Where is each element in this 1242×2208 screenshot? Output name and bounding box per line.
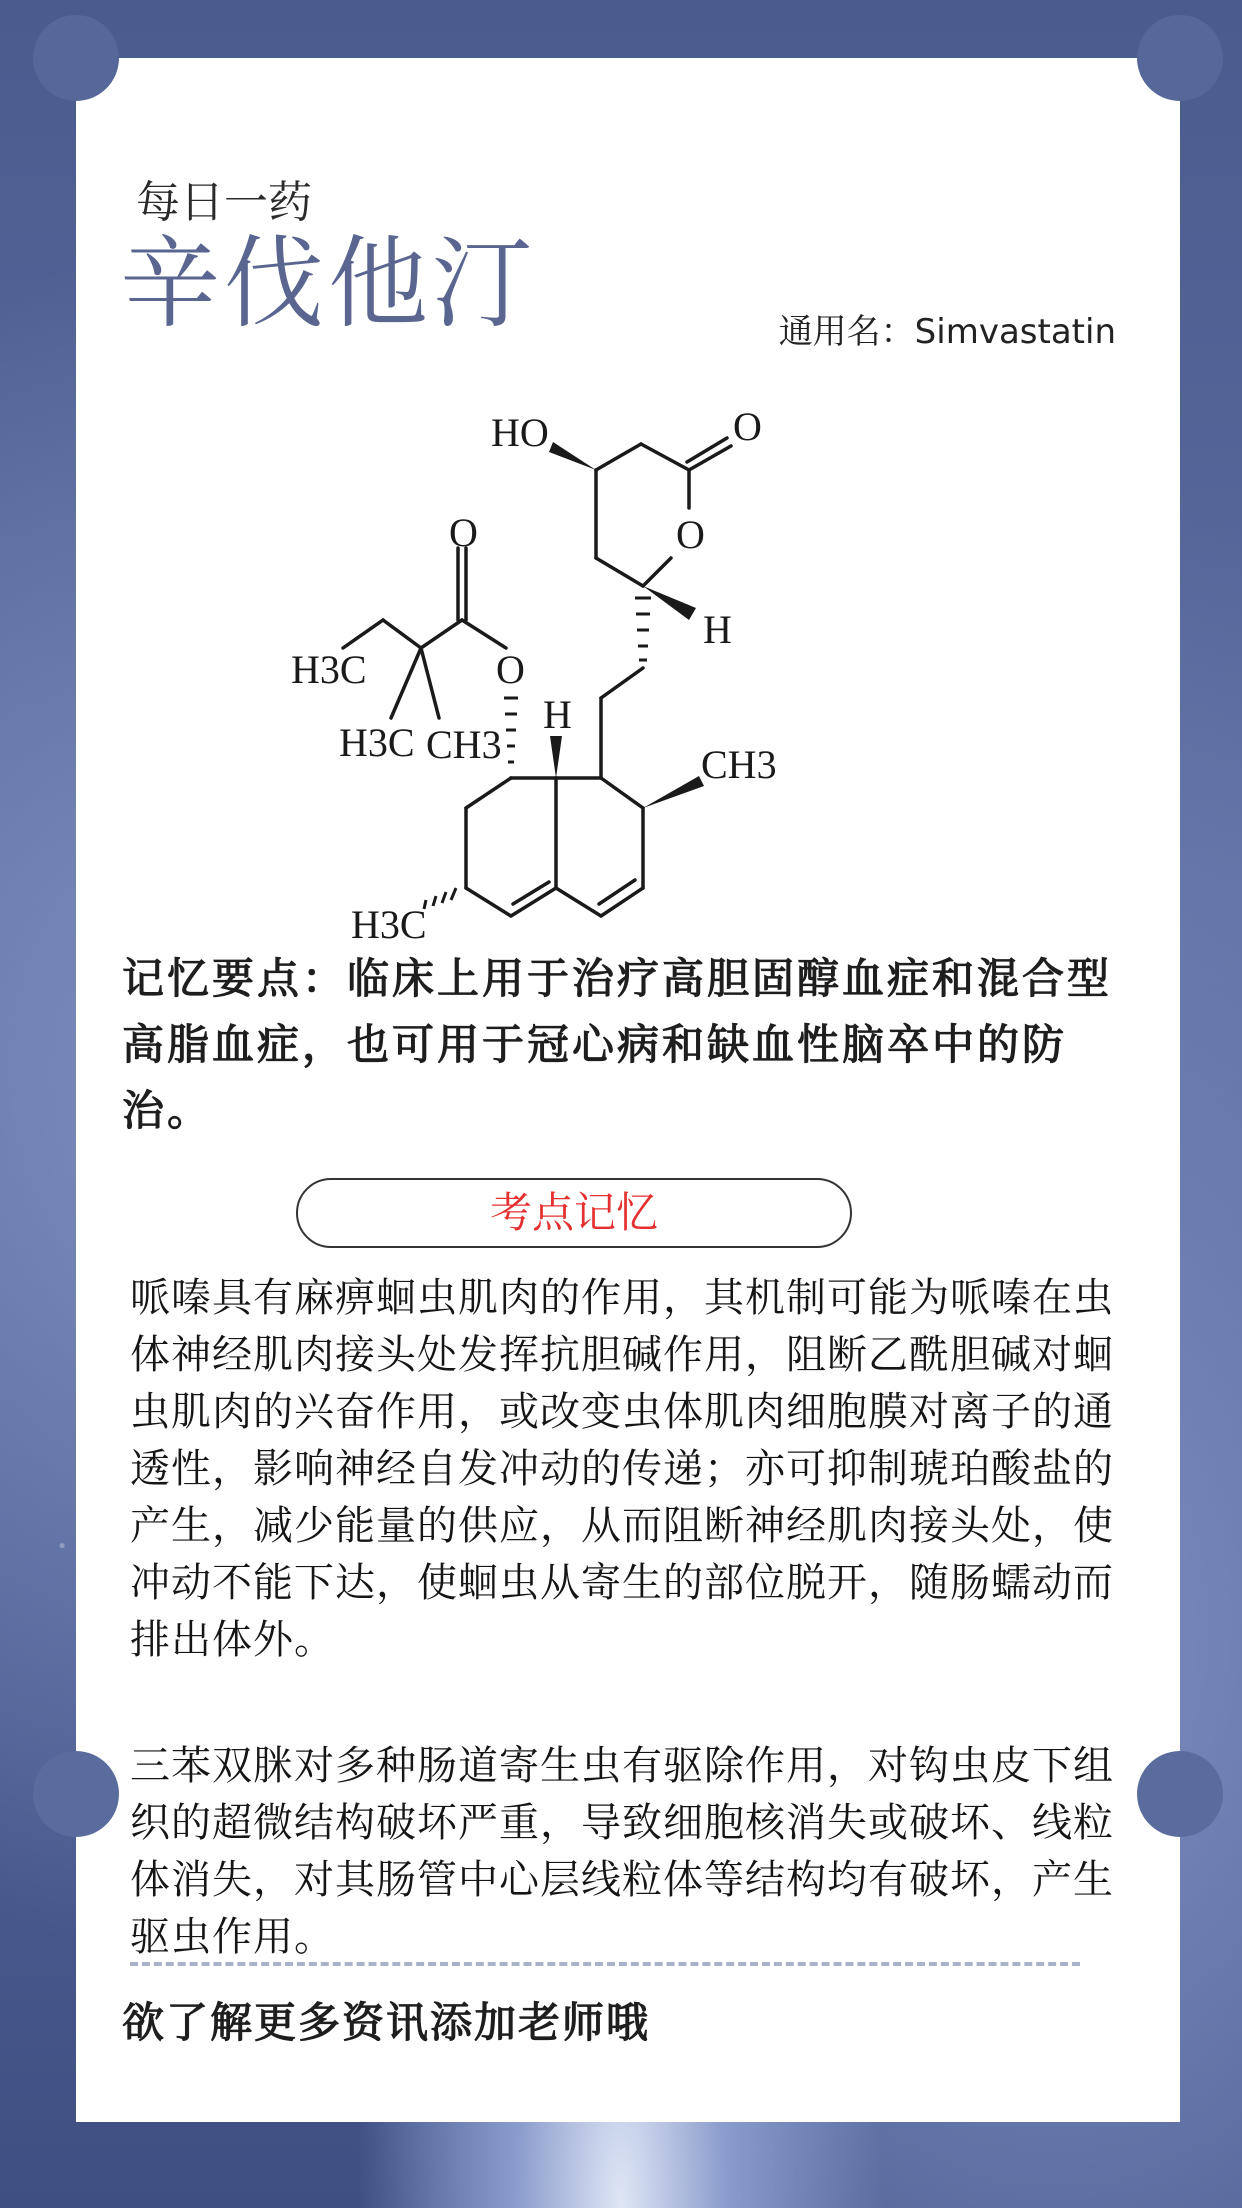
card-notch bbox=[33, 1751, 119, 1837]
drug-title: 辛伐他汀 bbox=[120, 225, 536, 342]
paragraph-piperazine: 哌嗪具有麻痹蛔虫肌肉的作用，其机制可能为哌嗪在虫体神经肌肉接头处发挥抗胆碱作用，阻断乙酰胆碱对蛔虫肌肉的兴奋作用，或改变虫体肌肉细胞膜对离子的通透性，影响神经自发冲动的传递；亦可抑制琥珀酸盐的产生，减少能量的供应，从而阻断神经肌肉接头处，使冲动不能下达，使蛔虫从寄生的部位脱开，随肠蠕动而排出体外。 bbox=[130, 1275, 1114, 1663]
structure-label: H3C bbox=[291, 647, 367, 692]
paragraph-tribendimidine: 三苯双脒对多种肠道寄生虫有驱除作用，对钩虫皮下组织的超微结构破坏严重，导致细胞核消失或破坏、线粒体消失，对其肠管中心层线粒体等结构均有破坏，产生驱虫作用。 bbox=[130, 1743, 1114, 1960]
structure-label: H3C bbox=[339, 720, 415, 765]
chemical-structure bbox=[291, 358, 1051, 998]
dashed-divider bbox=[130, 1962, 1080, 1966]
exam-point-label: 考点记忆 bbox=[296, 1178, 852, 1248]
daily-drug-subtitle: 每日一药 bbox=[136, 177, 312, 228]
structure-label: H bbox=[543, 692, 572, 737]
structure-label: O bbox=[676, 512, 705, 557]
structure-label: CH3 bbox=[701, 742, 777, 787]
structure-label: O bbox=[449, 510, 478, 555]
generic-name: 通用名：Simvastatin bbox=[778, 312, 1116, 352]
memory-point: 记忆要点：临床上用于治疗高胆固醇血症和混合型高脂血症，也可用于冠心病和缺血性脑卒中的防治。 bbox=[122, 954, 1113, 1135]
structure-label: O bbox=[496, 647, 525, 692]
structure-label: CH3 bbox=[426, 722, 502, 767]
structure-label: H bbox=[703, 607, 732, 652]
footer-cta: 欲了解更多资讯添加老师哦 bbox=[122, 1998, 651, 2047]
card-notch bbox=[1137, 15, 1223, 101]
structure-label: O bbox=[733, 404, 762, 449]
card-notch bbox=[1137, 1751, 1223, 1837]
structure-label: HO bbox=[491, 410, 549, 455]
content-card bbox=[76, 58, 1180, 2122]
structure-label: H3C bbox=[351, 902, 427, 947]
card-notch bbox=[33, 15, 119, 101]
